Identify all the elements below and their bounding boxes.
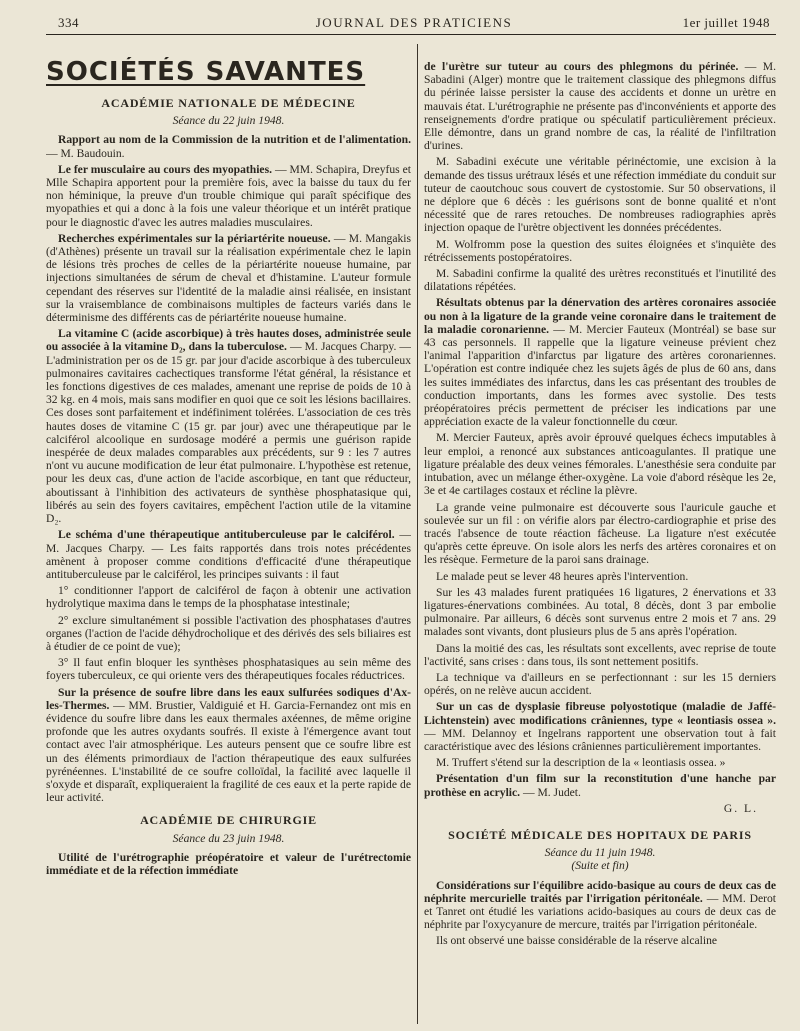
article-title: Considérations sur l'équilibre acido-basique au cours de deux cas de néphrite mercurielle traités par l'irrigation péritonéale. [424,878,776,905]
article-text: 2° exclure simultanément si possible l'activation des phosphatases d'autres organes (l'action de l'acide déhydrocholique et des dérivés des sels biliaires est à étudier de ce point de vue); [46,613,411,653]
article [424,772,776,798]
article-paragraph [424,267,776,293]
article-text: M. Sabadini confirme la qualité des urètres reconstitués et l'inutilité des dilatations répétées. [424,267,776,294]
article [46,327,411,525]
article-paragraph [424,238,776,264]
article-title: Le fer musculaire au cours des myopathies. [58,162,272,176]
article-text: — MM. Schapira, Dreyfus et Mlle Schapira apportent pour la première fois, avec la baisse du taux du fer non héminique, la preuve d'un trouble chimique qui paraît spécifique des myopathies et qui a donc à la fois une valeur théorique et un intérêt pratique pour le diagnostic d'avec les autres maladies musculaires. [46,162,411,229]
right-column [424,60,776,1030]
article-paragraph [46,614,411,654]
article-title: Présentation d'un film sur la reconstitution d'une hanche par prothèse en acrylic. [424,772,776,799]
article-paragraph [424,501,776,567]
article [46,851,411,877]
article-text: Dans la moitié des cas, les résultats sont excellents, avec reprise de toute l'activité, sans crises : dans tous, ils sont nettement positifs. [424,641,776,668]
article [46,163,411,229]
article-text: La technique va d'ailleurs en se perfectionnant : sur les 15 derniers opérés, on ne relève aucun accident. [424,670,776,698]
article [424,60,776,152]
article-paragraph [46,584,411,610]
session-date: Séance du 11 juin 1948. [544,846,656,860]
article-text: M. Wolfromm pose la question des suites éloignées et s'inquiète des rétrécissements postopératoires. [424,237,776,264]
signature: G. L. [723,801,758,815]
session-date: Séance du 22 juin 1948. [172,114,285,128]
issue-date: 1er juillet 1948 [682,15,770,30]
article-text: — M. Judet. [520,785,581,799]
article-text: — M. Baudouin. [46,146,125,160]
article-title: La vitamine C (acide ascorbique) à très hautes doses, administrée seule ou associée à la vitamine D₂, dans la tuberculose. [46,327,411,354]
society-title: SOCIÉTÉ MÉDICALE DES HOPITAUX DE PARIS [448,827,752,842]
article [46,686,411,805]
article-text: M. Mercier Fauteux, après avoir éprouvé quelques échecs imputables à leur emploi, a renoncé aux substances anticoagulantes. Il pratique une ligature préalable des deux veines fémorales. L'anesthésie sera conduite par intubation, avec un mélange éther-oxygène. La voie d'abord résèque les 2e, 3e et 4e cartilages costaux et récline la plèvre. [424,431,776,498]
article [424,700,776,753]
article-title: Le schéma d'une thérapeutique antituberculeuse par le calciférol. [58,528,395,542]
article-text: — MM. Brustier, Valdiguié et H. Garcia-Fernandez ont mis en évidence du soufre libre dans les eaux thermales axéennes, de même origine profonde que les autres oxydants soufrés. Il existe à l'émergence avant tout contact avec l'air atmosphérique. Les auteurs pensent que ce soufre libre est un des éléments primordiaux de l'action thérapeutique des eaux sulfurées pyrénéennes. L'instabilité de ce soufre colloïdal, la facilité avec laquelle il s'oxyde et disparaît, expliqueraient la fragilité de ces eaux et la perte rapide de leur activité. [46,698,411,805]
continued-note: (Suite et fin) [571,859,629,873]
article-text: — M. Jacques Charpy. — Les faits rapportés dans trois notes précédentes amènent à proposer comme conditions d'efficacité d'une thérapeutique antituberculeuse par le calciférol, les principes suivants : il faut [46,528,411,581]
article-title: Résultats obtenus par la dénervation des artères coronaires associée ou non à la ligature de la grande veine coronaire dans le traitement de la maladie coronarienne. [424,296,776,336]
running-header [58,16,770,34]
article-title: Sur la présence de soufre libre dans les eaux sulfurées sodiques d'Ax-les-Thermes. [46,685,411,712]
article-paragraph [424,642,776,668]
article-title: Sur un cas de dysplasie fibreuse polyostotique (maladie de Jaffé-Lichtenstein) avec modifications crâniennes, type « leontiasis ossea ». [424,700,776,727]
article-paragraph [424,756,776,769]
article-text: — MM. Derot et Tanret ont étudié les variations acido-basiques au cours de deux cas de néphrite par l'oxycyanure de mercure, traités par l'irrigation péritonéale. [424,891,776,932]
article-text: M. Sabadini exécute une véritable périnéctomie, une excision à la demande des tissus urétraux lésés et une réfection immédiate du conduit sur tuteur de caoutchouc sous couvert de cystostomie. Sur 50 observations, il ne déplore que 6 décès : les guérisons sont de bonne qualité et n'ont nécessité que de rares retouches. De nombreuses radiographies après injection opaque de l'urètre objectivent les données précédentes. [424,155,776,235]
journal-title: JOURNAL DES PRATICIENS [315,15,513,30]
article [424,296,776,428]
article-text: Ils ont observé une baisse considérable de la réserve alcaline [436,934,718,948]
article-title: Recherches expérimentales sur la périartérite noueuse. [58,231,331,245]
article-title: Rapport au nom de la Commission de la nutrition et de l'alimentation. [58,133,411,147]
article-paragraph [424,570,776,583]
article-text: — MM. Delannoy et Ingelrans rapportent une observation tout à fait caractéristique avec des lésions crâniennes particulièrement importantes. [424,726,776,753]
article-text: — M. Jacques Charpy. — L'administration per os de 15 gr. par jour d'acide ascorbique à des tuberculeux pulmonaires cavitaires cachectiques transforme l'état général, la résistance et les fonctions digestives de ces malades, amenant une reprise de poids de 10 à 32 kg. en 4 mois, mais sans modifier en quoi que ce soit les lésions bacillaires. Ces doses sont parfaitement et indéfiniment tolérées. L'association de ces très hautes doses de vitamine C (15 gr. par jour) avec une thérapeutique par le calciférol alcoolique en surdosage modéré a permis une guérison rapide inespérée de deux malades comparables aux précédents, sur 9 : les 7 autres n'ont vu aucune modification de leur état pulmonaire. L'hypothèse est retenue, pour les deux cas, d'une action de l'acide ascorbique, en tant que réducteur, aboutissant à l'inhibition des activateurs de synthèse phosphatasique qui, libérés au sein des foyers cavitaires, empêchent l'action utile de la vitamine D₂. [46,340,411,526]
article-text: La grande veine pulmonaire est découverte sous l'auricule gauche et soulevée sur un fil : on vérifie alors par électro-cardiographie et prise des tracés l'absence de toute réaction fâcheuse. La ligature n'est exécutée qu'après cette épreuve. On isole alors les nerfs des artères coronaires et on les résèque. Fermeture de la paroi sans drainage. [424,500,776,567]
article-paragraph [424,586,776,639]
section-banner: SOCIÉTÉS SAVANTES [46,57,366,87]
session-date: Séance du 23 juin 1948. [172,831,285,845]
article-paragraph [46,656,411,682]
article-title: Utilité de l'urétrographie préopératoire et valeur de l'urétrectomie immédiate et de la réfection immédiate [46,850,411,877]
article-text: 3° Il faut enfin bloquer les synthèses phosphatasiques au sein même des foyers tuberculeux, ce qui oriente vers des thérapeutiques focales réductrices. [46,656,411,683]
article-paragraph [424,934,776,947]
article [46,528,411,581]
article-title: de l'urètre sur tuteur au cours des phlegmons du périnée. [424,60,739,73]
article-text: — M. Mangakis (d'Athènes) présente un travail sur la réalisation expérimentale chez le lapin de lésions très proches de celles de la périartérite noueuse humaine, par injections simultanées de sérum de cheval et d'histamine. L'auteur formule cependant des réserves sur l'identité de la maladie ainsi réalisée, en insistant sur la vraisemblance de combinaisons multiples de facteurs variés dans le déterminisme des différents cas de périartérite noueuse humaine. [46,231,411,325]
page-number: 334 [58,15,79,30]
article-list [46,133,411,804]
article-text: — M. Sabadini (Alger) montre que le traitement classique des phlegmons diffus du périnée laisse persister la cause des accidents et donne un urètre en mauvais état. L'urétrographie ne présente pas d'inconvénients et apporte des renseignements d'ordre pratique ou spéculatif particulièrement précieux. Elle démontre, dans un grand nombre de cas, la réalité de l'infiltration d'urines. [424,60,776,153]
left-column [46,57,411,1025]
article-text: Le malade peut se lever 48 heures après l'intervention. [436,569,689,583]
article-text: M. Truffert s'étend sur la description de la « leontiasis ossea. » [436,756,726,770]
article [46,133,411,159]
article [424,879,776,932]
article [46,232,411,324]
column-divider [417,44,418,1024]
article-paragraph [424,431,776,497]
article-text: — M. Mercier Fauteux (Montréal) se base sur 43 cas personnels. Il rappelle que la ligature veineuse prévient chez l'animal l'apparition d'infarctus par ligature des artères coronariennes. L'opération est contre indiquée chez les sujets âgés de plus de 60 ans, dans les suites immédiates des infarctus, dans les cas présentant des troubles de conduction importants, dans les formes avec systolie. Des tests préopératoires précis permettent de préciser les indications par une appréciation exacte de la valeur fonctionnelle du cœur. [424,322,776,429]
header-rule [46,34,776,35]
article-text: Sur les 43 malades furent pratiquées 16 ligatures, 2 énervations et 33 ligatures-énervations combinées. Au total, 8 décès, dont 3 par embolie pulmonaire. Par ailleurs, 6 décès sont survenus entre 2 mois et 7 ans. 29 malades sont vivants, dont plusieurs plus de 5 ans après l'opération. [424,585,776,639]
society-title: ACADÉMIE NATIONALE DE MÉDECINE [101,96,356,110]
society-title: ACADÉMIE DE CHIRURGIE [140,813,317,828]
article-paragraph [424,671,776,697]
article-paragraph [424,155,776,234]
article-text: 1° conditionner l'apport de calciférol de façon à obtenir une activation hydrolytique maxima dans le temps de la phosphatase intestinale; [46,584,411,611]
